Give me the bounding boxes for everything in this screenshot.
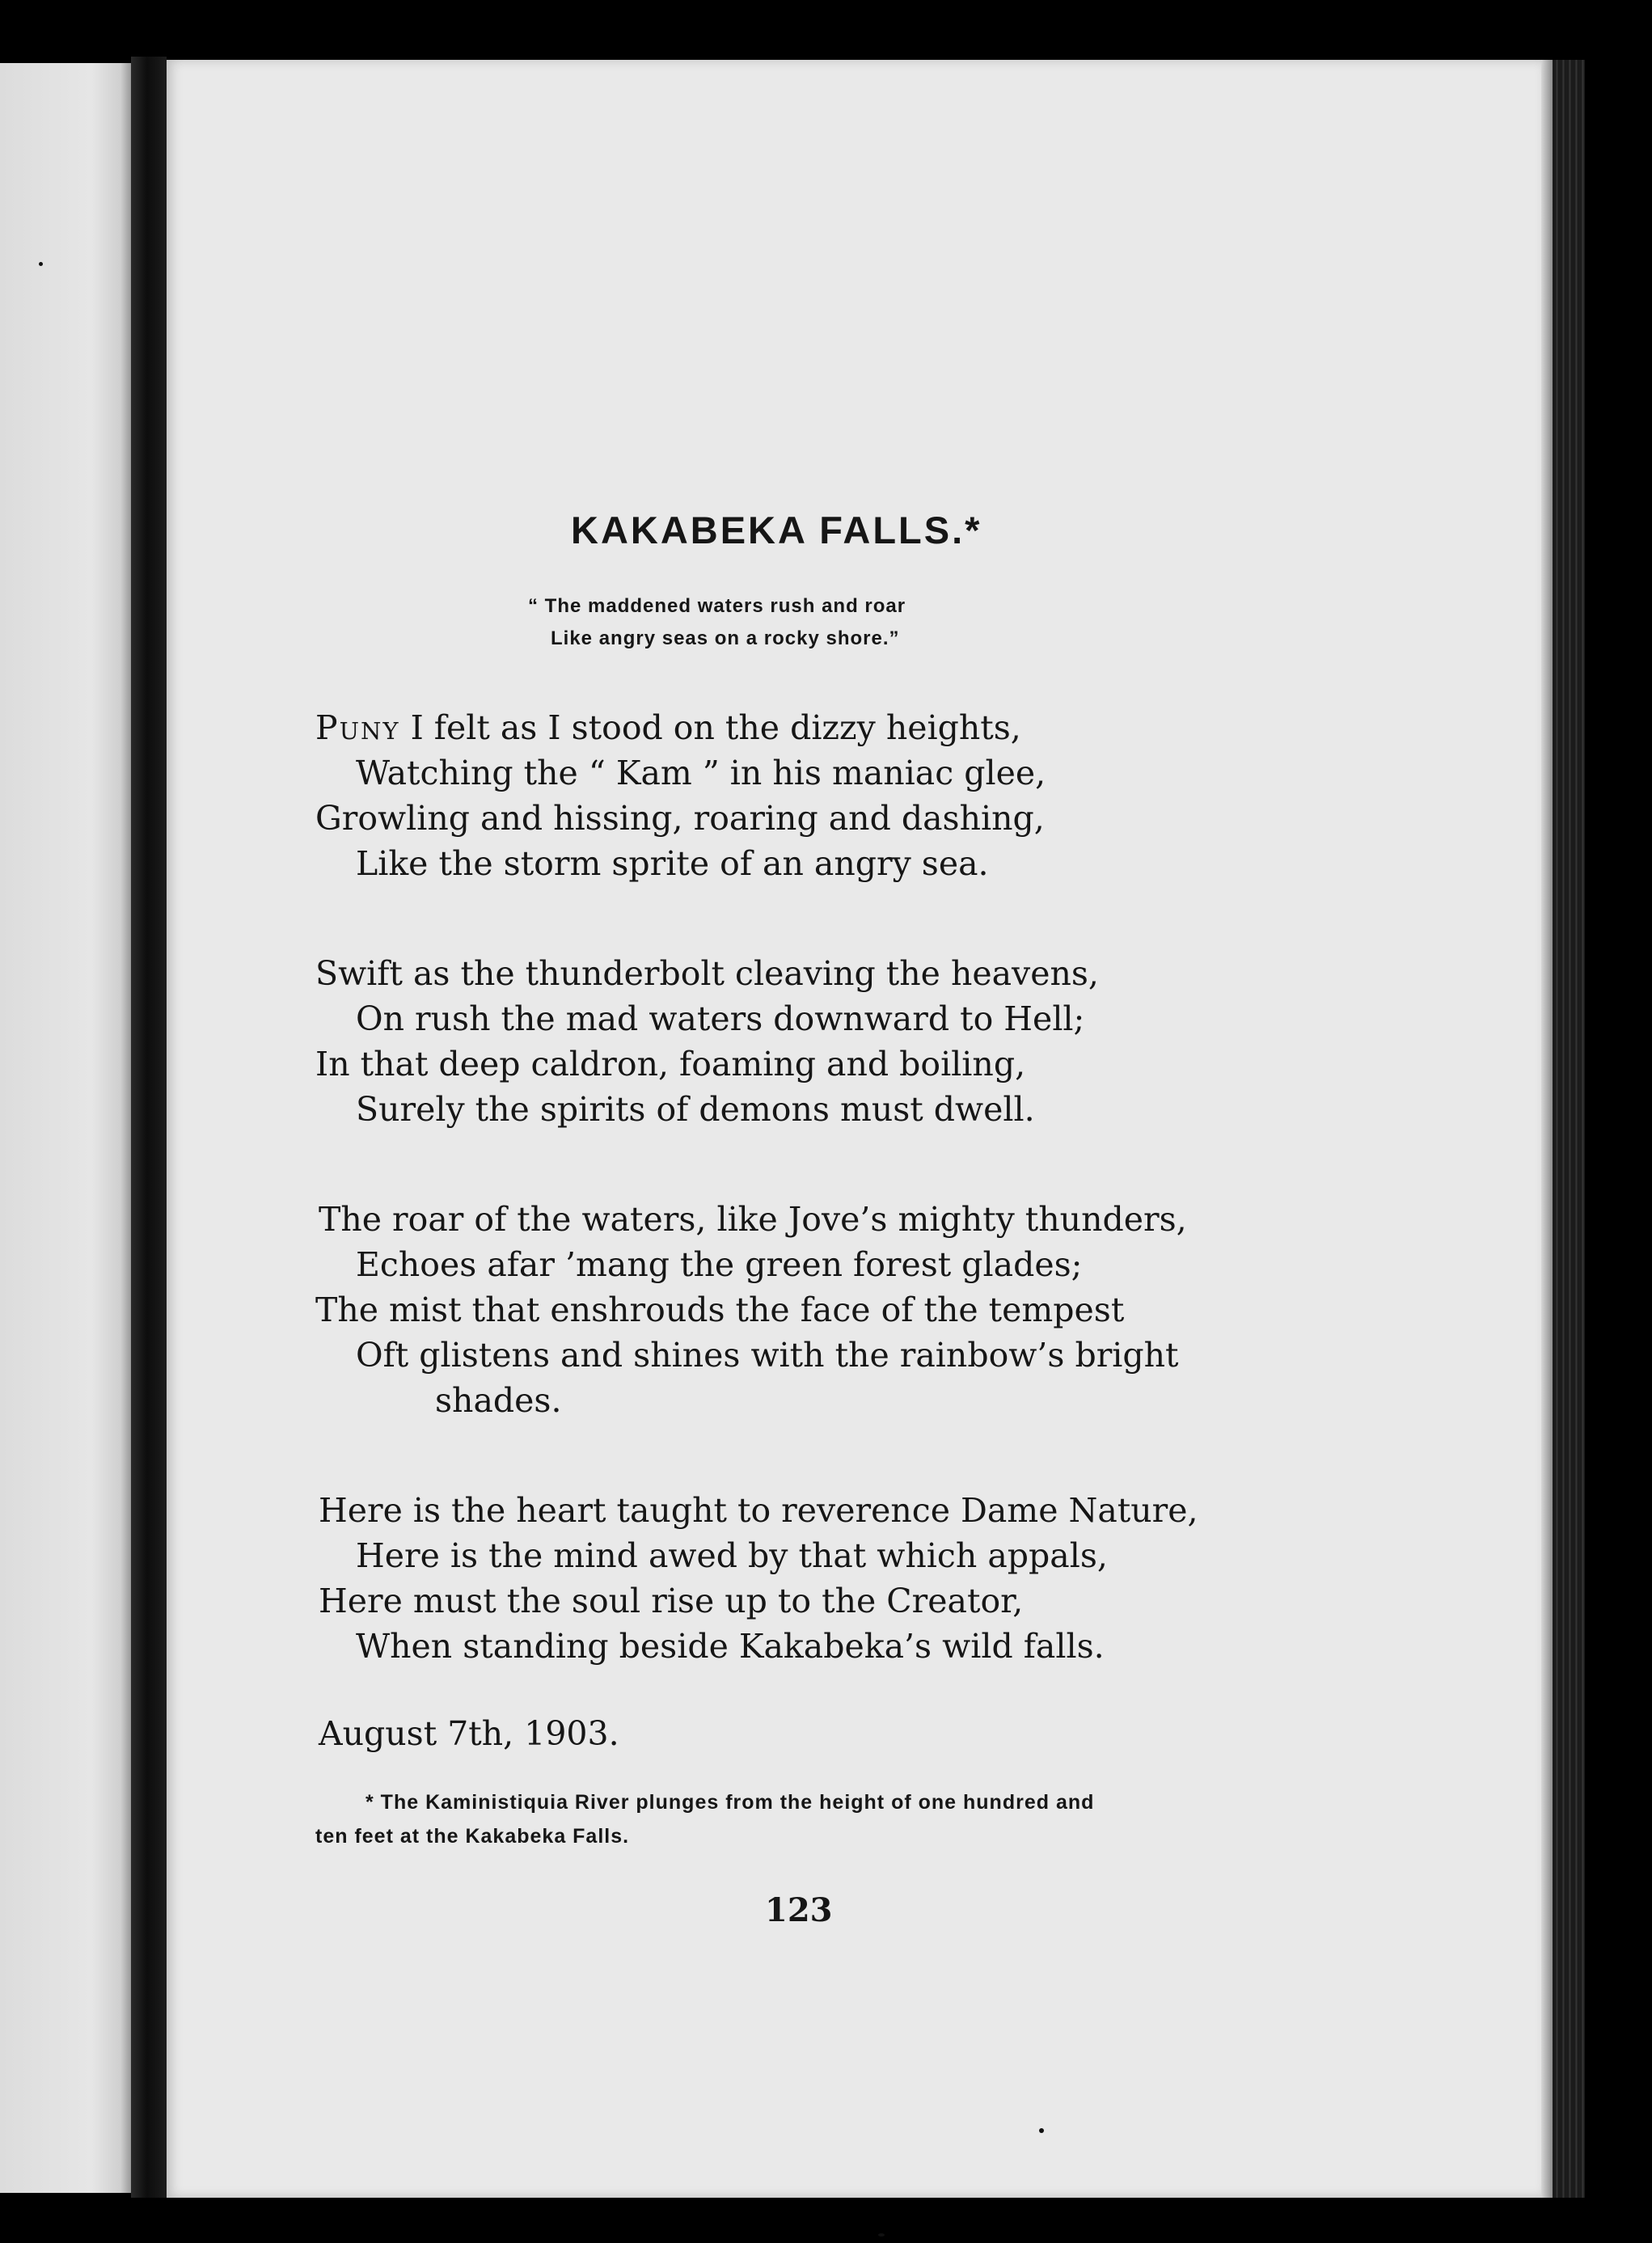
footnote-line: * The Kaministiquia River plunges from the height of one hundred and	[365, 1791, 1095, 1814]
verse-line: shades.	[435, 1381, 562, 1420]
verse-line: Surely the spirits of demons must dwell.	[356, 1090, 1035, 1129]
verse-line-rest: I felt as I stood on the dizzy heights,	[399, 708, 1021, 747]
scan-speck	[878, 2233, 885, 2237]
verse-line: Echoes afar ’mang the green forest glades;	[356, 1245, 1083, 1284]
epigraph-line: “ The maddened waters rush and roar	[528, 595, 906, 617]
verse-line: On rush the mad waters downward to Hell;	[356, 999, 1085, 1038]
first-word: Puny	[315, 708, 400, 747]
book-page	[167, 60, 1541, 2198]
scan-speck	[1039, 2128, 1044, 2133]
verse-line	[315, 708, 1021, 747]
verse-line: Here is the heart taught to reverence Dame Nature,	[319, 1491, 1198, 1530]
verse-line: Here is the mind awed by that which appals,	[356, 1536, 1108, 1575]
verse-line: The mist that enshrouds the face of the tempest	[315, 1290, 1125, 1329]
verse-line: Like the storm sprite of an angry sea.	[356, 844, 989, 883]
verse-line: Watching the “ Kam ” in his maniac glee,	[356, 754, 1046, 792]
scan-speck	[39, 262, 43, 266]
page-edge	[1541, 60, 1553, 2198]
verse-line: Swift as the thunderbolt cleaving the heavens,	[315, 954, 1099, 993]
book-gutter	[131, 57, 167, 2198]
footnote-line: ten feet at the Kakabeka Falls.	[315, 1825, 630, 1848]
verse-line: When standing beside Kakabeka’s wild falls.	[356, 1627, 1105, 1666]
verse-line: Here must the soul rise up to the Creator,	[319, 1582, 1024, 1620]
poem-title: KAKABEKA FALLS.*	[571, 509, 982, 551]
verse-line: In that deep caldron, foaming and boiling,	[315, 1045, 1026, 1083]
left-page-edge	[0, 63, 131, 2193]
verse-line: Oft glistens and shines with the rainbow’s bright	[356, 1336, 1179, 1375]
epigraph-line: Like angry seas on a rocky shore.”	[551, 627, 900, 649]
verse-line: The roar of the waters, like Jove’s mighty thunders,	[319, 1200, 1187, 1239]
page-stack-edges	[1553, 60, 1585, 2198]
page-number: 123	[765, 1891, 833, 1929]
poem-date: August 7th, 1903.	[319, 1714, 619, 1753]
verse-line: Growling and hissing, roaring and dashing,	[315, 799, 1045, 838]
